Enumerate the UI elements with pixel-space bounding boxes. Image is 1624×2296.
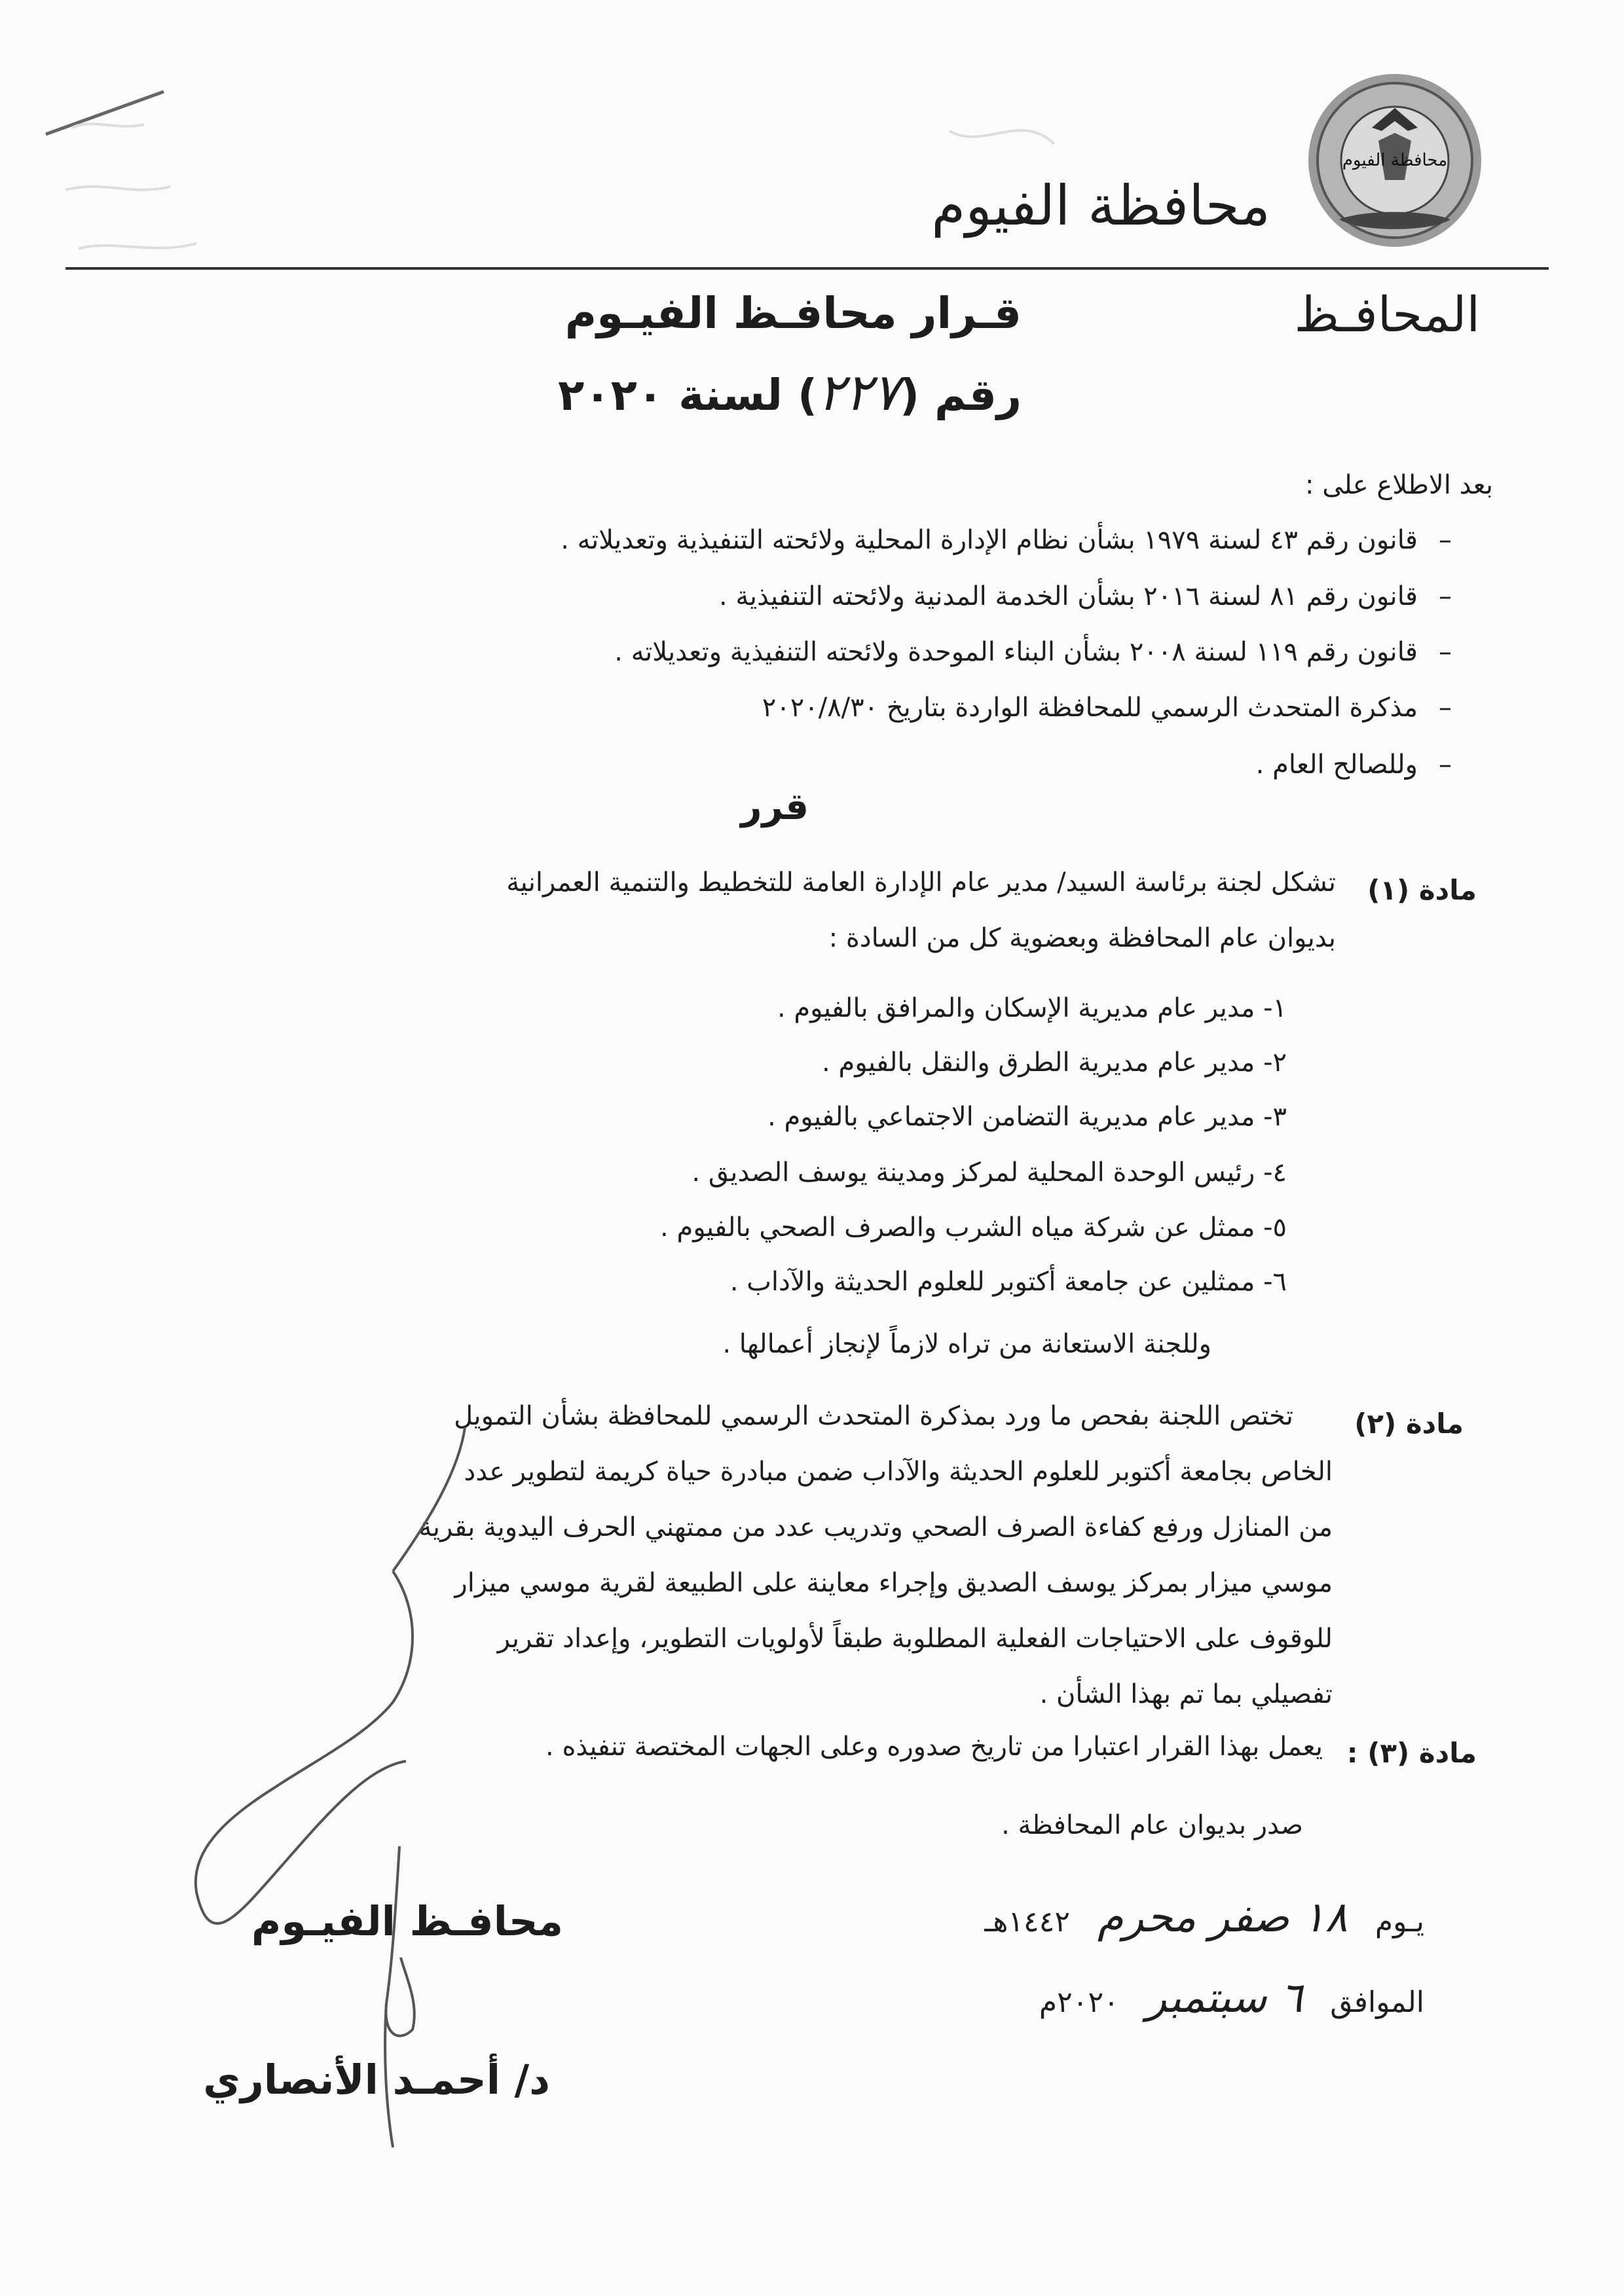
signatory-name: د/ أحمـد الأنصاري <box>203 2056 550 2104</box>
committee-member-item: ٥- ممثل عن شركة مياه الشرب والصرف الصحي بالفيوم . <box>660 1212 1287 1243</box>
article-1-text-line: تشكل لجنة برئاسة السيد/ مدير عام الإدارة العامة للتخطيط والتنمية العمرانية <box>506 867 1336 898</box>
emblem-text: محافظة الفيوم <box>1342 151 1448 170</box>
preamble-intro: بعد الاطلاع على : <box>1305 470 1493 500</box>
hijri-date-line <box>984 1893 1424 1942</box>
decree-title: قـرار محافـظ الفيـوم <box>564 288 1022 338</box>
preamble-item: قانون رقم ٤٣ لسنة ١٩٧٩ بشأن نظام الإدارة المحلية ولائحته التنفيذية وتعديلاته . – <box>561 525 1418 555</box>
hijri-date-handwritten: ١٨ صفر محرم <box>1097 1893 1348 1942</box>
governorate-emblem-logo <box>1300 69 1490 259</box>
decree-number-suffix: ) لسنة ٢٠٢٠ <box>558 370 818 420</box>
article-2-text-line: من المنازل ورفع كفاءة الصرف الصحي وتدريب عدد من ممتهني الحرف اليدوية بقرية <box>418 1512 1333 1542</box>
committee-member-item: ٢- مدير عام مديرية الطرق والنقل بالفيوم . <box>822 1048 1287 1078</box>
office-title: المحافـظ <box>1294 287 1480 343</box>
governorate-name: محافظة الفيوم <box>931 173 1270 238</box>
article-3-label: مادة (٣) : <box>1346 1737 1477 1769</box>
article-2-text-line: تختص اللجنة بفحص ما ورد بمذكرة المتحدث الرسمي للمحافظة بشأن التمويل <box>454 1401 1293 1431</box>
article-2-text-line: تفصيلي بما تم بهذا الشأن . <box>1039 1679 1333 1709</box>
preamble-item: وللصالح العام . – <box>1256 750 1418 780</box>
decree-number <box>558 363 1022 422</box>
preamble-item: قانون رقم ١١٩ لسنة ٢٠٠٨ بشأن البناء الموحدة ولائحته التنفيذية وتعديلاته . – <box>614 637 1418 667</box>
article-1-closing: وللجنة الاستعانة من تراه لازماً لإنجاز أعمالها . <box>722 1329 1211 1359</box>
gregorian-date-handwritten: ٦ سبتمبر <box>1146 1974 1303 2022</box>
corresponding-label: الموافق <box>1330 1986 1424 2019</box>
hijri-year: ١٤٤٢هـ <box>984 1905 1070 1939</box>
article-1-text-line: بديوان عام المحافظة وبعضوية كل من السادة : <box>828 923 1336 953</box>
preamble-item: مذكرة المتحدث الرسمي للمحافظة الواردة بتاريخ ٢٠٢٠/٨/٣٠ – <box>762 693 1418 723</box>
signatory-title: محافـظ الفيـوم <box>251 1897 563 1945</box>
article-3-text: يعمل بهذا القرار اعتبارا من تاريخ صدوره وعلى الجهات المختصة تنفيذه . <box>545 1732 1323 1762</box>
committee-member-item: ١- مدير عام مديرية الإسكان والمرافق بالفيوم . <box>777 993 1287 1023</box>
header-divider <box>65 267 1549 270</box>
decree-number-handwritten: ٢٢٧ <box>817 363 900 422</box>
article-1-label: مادة (١) <box>1367 874 1477 906</box>
issued-statement: صدر بديوان عام المحافظة . <box>1001 1810 1303 1840</box>
committee-member-item: ٣- مدير عام مديرية التضامن الاجتماعي بالفيوم . <box>767 1102 1287 1132</box>
decides-heading: قرر <box>741 786 809 828</box>
gregorian-date-line <box>1039 1974 1424 2022</box>
gregorian-year: ٢٠٢٠م <box>1039 1986 1119 2019</box>
day-label: يـوم <box>1375 1905 1424 1939</box>
committee-member-item: ٤- رئيس الوحدة المحلية لمركز ومدينة يوسف الصديق . <box>692 1157 1287 1188</box>
committee-member-item: ٦- ممثلين عن جامعة أكتوبر للعلوم الحديثة والآداب . <box>729 1267 1287 1297</box>
article-2-text-line: للوقوف على الاحتياجات الفعلية المطلوبة طبقاً لأولويات التطوير، وإعداد تقرير <box>497 1624 1333 1654</box>
article-2-label: مادة (٢) <box>1354 1408 1464 1440</box>
article-2-text-line: الخاص بجامعة أكتوبر للعلوم الحديثة والآداب ضمن مبادرة حياة كريمة لتطوير عدد <box>464 1457 1333 1487</box>
article-2-text-line: موسي ميزار بمركز يوسف الصديق وإجراء معاينة على الطبيعة لقرية موسي ميزار <box>454 1568 1333 1598</box>
preamble-item: قانون رقم ٨١ لسنة ٢٠١٦ بشأن الخدمة المدنية ولائحته التنفيذية . – <box>719 581 1418 611</box>
decree-number-prefix: رقم ( <box>899 370 1022 420</box>
